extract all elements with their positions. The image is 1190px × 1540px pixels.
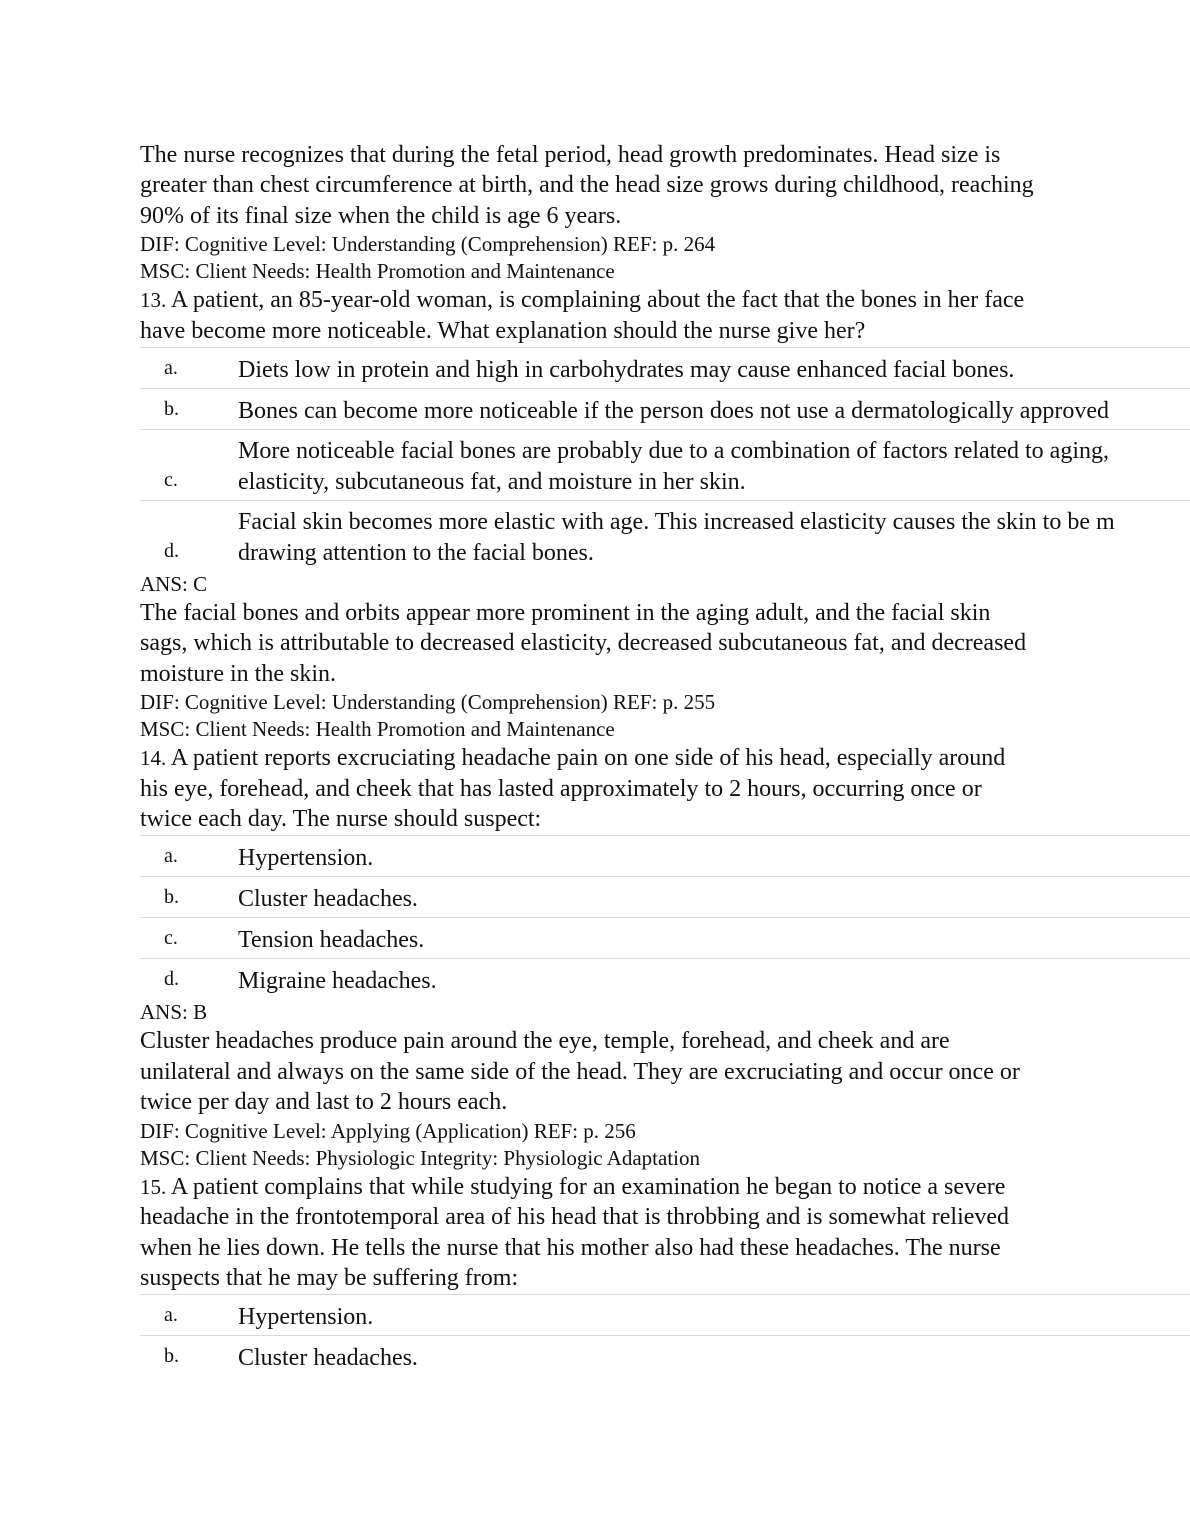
option-a — [140, 835, 1190, 876]
answer-q13: ANS: C — [140, 572, 208, 597]
option-b — [140, 388, 1190, 429]
option-text: Migraine headaches. — [238, 968, 437, 995]
dif-q14: DIF: Cognitive Level: Applying (Application) REF: p. 256 — [140, 1118, 636, 1143]
option-b — [140, 1335, 1190, 1376]
option-c — [140, 917, 1190, 958]
option-letter: b. — [164, 398, 179, 421]
option-a — [140, 347, 1190, 388]
option-text-line: elasticity, subcutaneous fat, and moisture in her skin. — [238, 468, 746, 495]
msc-q14: MSC: Client Needs: Physiologic Integrity: Physiologic Adaptation — [140, 1145, 700, 1170]
option-text-line: More noticeable facial bones are probably due to a combination of factors related to aging, — [238, 438, 1109, 465]
question-number: 14. — [140, 746, 167, 771]
option-letter: d. — [164, 540, 179, 563]
rationale-q14: Cluster headaches produce pain around the eye, temple, forehead, and cheek and are unilateral and always on the same side of the head. They are excruciating and occur once or twice per day and last to 2 hours each. — [140, 1028, 1020, 1116]
option-text: Hypertension. — [238, 1303, 374, 1330]
option-letter: a. — [164, 845, 178, 868]
rationale-q13: The facial bones and orbits appear more prominent in the aging adult, and the facial skin sags, which is attributable to decreased elasticity, decreased subcutaneous fat, and decreased moisture in the skin. — [140, 600, 1027, 687]
question-13-stem — [140, 285, 1040, 346]
answer-q14: ANS: B — [140, 1000, 208, 1025]
msc-q12: MSC: Client Needs: Health Promotion and Maintenance — [140, 259, 615, 284]
option-letter: c. — [164, 927, 178, 950]
dif-q13: DIF: Cognitive Level: Understanding (Comprehension) REF: p. 255 — [140, 690, 716, 715]
option-b — [140, 876, 1190, 917]
option-letter: b. — [164, 1345, 179, 1368]
document-page — [140, 140, 1190, 1376]
question-text: A patient reports excruciating headache pain on one side of his head, especially around his eye, forehead, and cheek that has lasted approximately to 2 hours, occurring once or twice each day. The nurse should suspect: — [140, 745, 1006, 833]
option-text-line: drawing attention to the facial bones. — [238, 539, 594, 566]
question-14-stem — [140, 743, 1020, 834]
option-d — [140, 958, 1190, 999]
option-letter: b. — [164, 886, 179, 909]
option-text-line: Facial skin becomes more elastic with age. This increased elasticity causes the skin to be m — [238, 509, 1115, 536]
option-letter: d. — [164, 968, 179, 991]
option-text: Hypertension. — [238, 845, 374, 872]
option-c — [140, 429, 1190, 500]
option-text: Diets low in protein and high in carbohydrates may cause enhanced facial bones. — [238, 356, 1015, 383]
question-number: 13. — [140, 288, 167, 313]
option-text: Tension headaches. — [238, 927, 425, 954]
answer-options-q15 — [140, 1294, 1190, 1376]
option-text-block — [238, 436, 1190, 497]
option-letter: c. — [164, 469, 178, 492]
msc-q13: MSC: Client Needs: Health Promotion and Maintenance — [140, 717, 615, 742]
question-text: A patient complains that while studying for an examination he began to notice a severe headache in the frontotemporal area of his head that is throbbing and is somewhat relieved when he lies down. He tells the nurse that his mother also had these headaches. The nurse suspects that he may be suffering from: — [140, 1173, 1010, 1291]
question-15-stem — [140, 1172, 1025, 1294]
answer-options-q14 — [140, 835, 1190, 999]
dif-q12: DIF: Cognitive Level: Understanding (Comprehension) REF: p. 264 — [140, 232, 716, 257]
question-text: A patient, an 85-year-old woman, is complaining about the fact that the bones in her face have become more noticeable. What explanation should the nurse give her? — [140, 287, 1025, 344]
answer-options-q13 — [140, 347, 1190, 571]
option-text: Bones can become more noticeable if the person does not use a dermatologically approved — [238, 397, 1110, 424]
rationale-q12: The nurse recognizes that during the fetal period, head growth predominates. Head size is greater than chest circumference at birth, and the head size grows during childhood, reaching 90% of its final size when the child is age 6 years. — [140, 142, 1034, 229]
question-number: 15. — [140, 1174, 167, 1199]
option-letter: a. — [164, 1304, 178, 1327]
option-d — [140, 500, 1190, 571]
option-text: Cluster headaches. — [238, 886, 418, 913]
option-a — [140, 1294, 1190, 1335]
option-text: Cluster headaches. — [238, 1344, 418, 1371]
option-text-block — [238, 507, 1190, 568]
option-letter: a. — [164, 357, 178, 380]
